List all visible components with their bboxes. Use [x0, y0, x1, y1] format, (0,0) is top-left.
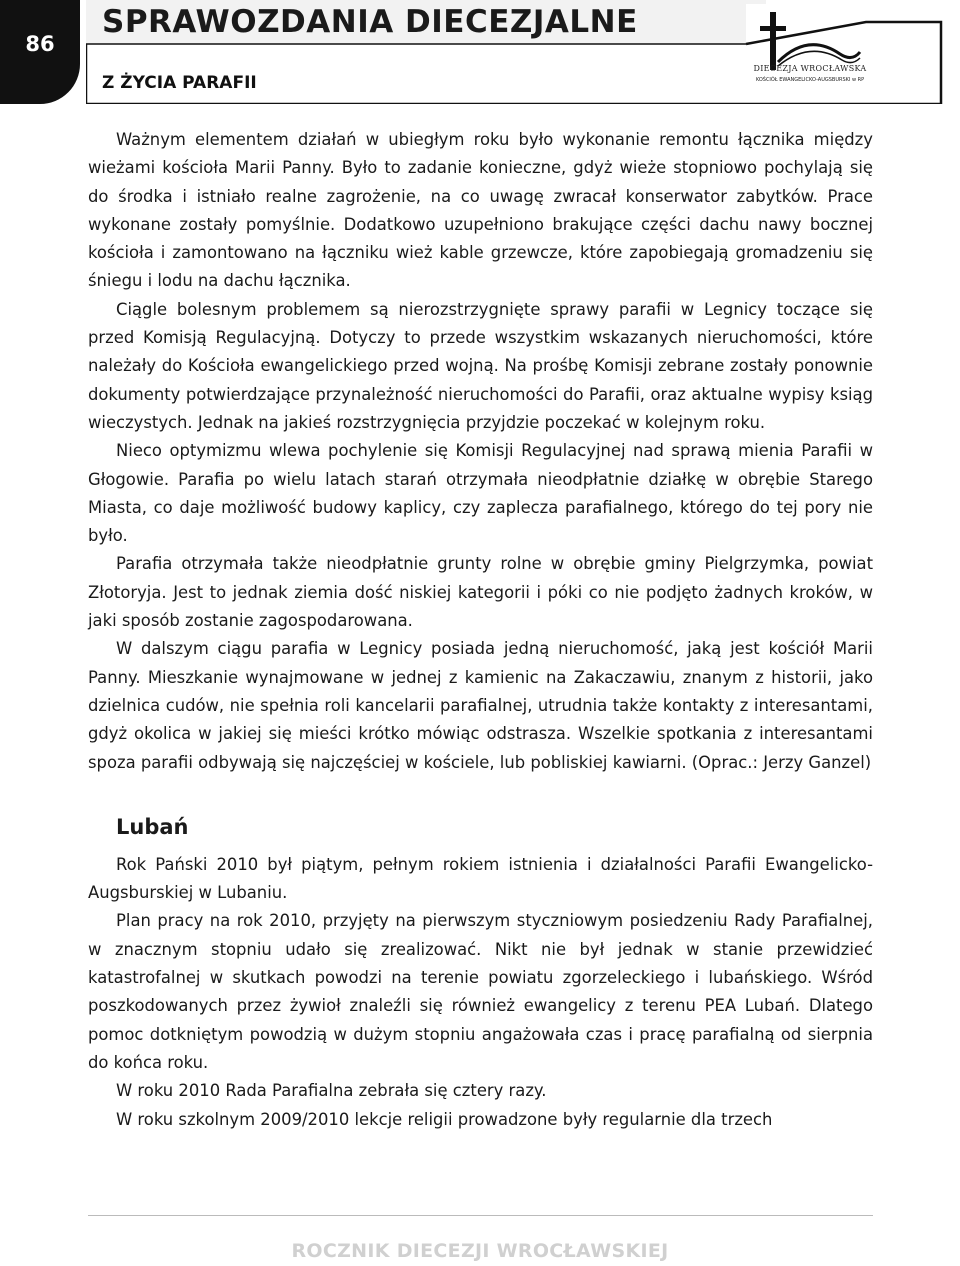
paragraph: Ciągle bolesnym problemem są nierozstrzygnięte sprawy parafii w Legnicy toczące się przed Komisją Regulacyjną. Dotyczy to przede wszystkim wskazanych nieruchomości, które należały do Kościoła ewangelickiego przed wojną. Na prośbę Komisji zebrane zostały ponownie dokumenty potwierdzające przynależność nieruchomości do Parafii, oraz aktualne wypisy ksiąg wieczystych. Jednak na jakieś rozstrzygnięcia przyjdzie poczekać w kolejnym roku. — [88, 299, 873, 432]
logo-subcaption: KOŚCIÓŁ EWANGELICKO-AUGSBURSKI w RP — [755, 77, 865, 83]
paragraph: Plan pracy na rok 2010, przyjęty na pierwszym styczniowym posiedzeniu Rady Parafialnej, w znacznym stopniu udało się zrealizować. Nikt nie był jednak w stanie przewidzieć katastrofalnej w skutkach powodzi na terenie powiatu zgorzeleckiego i lubańskiego. Wśród poszkodowanych przez żywioł znaleźli się również ewangelicy z terenu PEA Lubań. Dlatego pomoc dotkniętym powodzią w dużym stopniu angażowała czas i pracę parafialną od sierpnia do końca roku. — [88, 911, 873, 1072]
footer-divider — [88, 1215, 873, 1216]
paragraph: W roku 2010 Rada Parafialna zebrała się cztery razy. — [116, 1081, 547, 1101]
section-heading: Lubań — [116, 814, 189, 839]
paragraph: Parafia otrzymała także nieodpłatnie grunty rolne w obrębie gminy Pielgrzymka, powiat Złotoryja. Jest to jednak ziemia dość niskiej kategorii i póki co nie podjęto żadnych kroków, w jaki sposób zostanie zagospodarowana. — [88, 554, 873, 631]
paragraph: Ważnym elementem działań w ubiegłym roku było wykonanie remontu łącznika między wieżami kościoła Marii Panny. Było to zadanie konieczne, gdyż wieże stopniowo pochylają się do środka i istniało realne zagrożenie, na co uwagę zwracał konserwator zabytków. Prace wykonane zostały pomyślnie. Dodatkowo uzupełniono brakujące części dachu nawy bocznej kościoła i zamontowano na łączniku wież kable grzewcze, które zapobiegają gromadzeniu się śniegu i lodu na dachu łącznika. — [88, 130, 873, 291]
paragraph: Rok Pański 2010 był piątym, pełnym rokiem istnienia i działalności Parafii Ewangelicko-Augsburskiej w Lubaniu. — [88, 854, 873, 903]
page-number-badge — [0, 0, 80, 104]
paragraph: W roku szkolnym 2009/2010 lekcje religii prowadzone były regularnie dla trzech — [116, 1109, 773, 1129]
paragraph: Nieco optymizmu wlewa pochylenie się Komisji Regulacyjnej nad sprawą mienia Parafii w Głogowie. Parafia po wielu latach starań otrzymała nieodpłatnie działkę w obrębie Starego Miasta, co daje możliwość budowy kaplicy, czy zaplecza parafialnego, którego do tej pory nie było. — [88, 441, 873, 546]
header-subtitle: Z ŻYCIA PARAFII — [102, 73, 257, 93]
page-number: 86 — [25, 32, 55, 56]
logo-caption: DIECEZJA WROCŁAWSKA — [753, 64, 867, 73]
footer-title: ROCZNIK DIECEZJI WROCŁAWSKIEJ — [291, 1240, 669, 1262]
paragraph: W dalszym ciągu parafia w Legnicy posiada jedną nieruchomość, jaką jest kościół Marii Panny. Mieszkanie wynajmowane w jednej z kamienic na Zakaczawiu, znanym z historii, jako dzielnica cudów, nie spełnia roli kancelarii parafialnej, utrudnia także kontakty z interesantami, gdyż okolica w jakiej się mieści krótko mówiąc odstrasza. Wszelkie spotkania z interesantami spoza parafii odbywają się najczęściej w kościele, lub pobliskiej kawiarni. (Oprac.: Jerzy Ganzel) — [88, 639, 873, 772]
header-title: SPRAWOZDANIA DIECEZJALNE — [102, 4, 638, 40]
cross-logo-icon — [748, 2, 868, 100]
article-body — [88, 126, 873, 1134]
page-header — [0, 0, 960, 108]
